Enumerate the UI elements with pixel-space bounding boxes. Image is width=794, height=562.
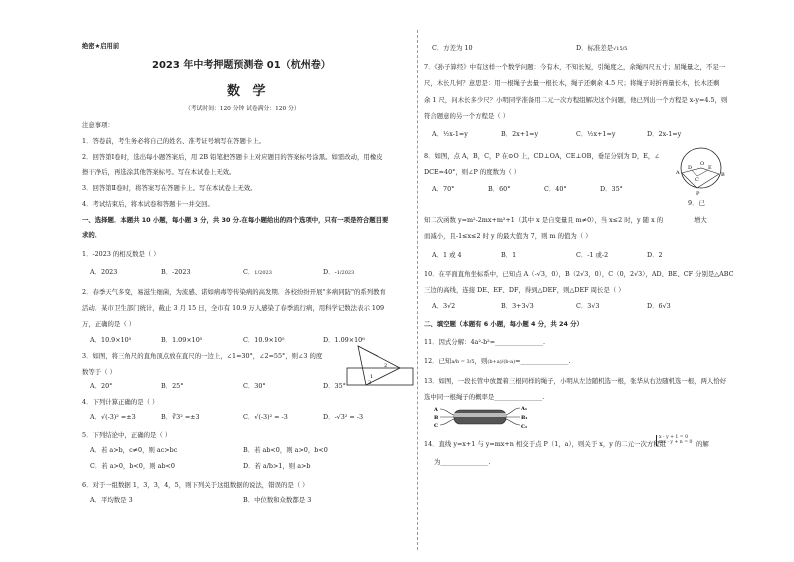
note-item: 3．回答第Ⅱ卷时，将答案写在答题卡上。写在本试卷上无效。: [82, 184, 257, 192]
point-label-d: D: [688, 165, 693, 171]
q8-line: DCE=40°，则∠P 的度数为（ ）: [424, 168, 521, 176]
q7-line: 符合题意的另一个方程是（ ）: [424, 112, 510, 120]
q1-option-c-fraction: 1/2023: [254, 270, 272, 276]
q12-text: [424, 357, 570, 365]
q7-option-d: D．2x-1=y: [647, 130, 682, 138]
q12-answer-blank: =_______________.: [515, 357, 571, 365]
q7-option-b: B．2x+1=y: [501, 130, 539, 138]
section1-heading: 一、选择题．本题共 10 小题，每小题 3 分，共 30 分.在每小题给出的四个选项中，只有一项是符合题目要: [82, 216, 389, 224]
q2-option-c: C．10.9×10⁵: [243, 336, 285, 344]
triangle-inner-edge: [358, 346, 378, 356]
q12-fraction-asked: (b+a)/(b-a): [487, 359, 516, 365]
q5-option-a: A．若 a>b，c≠0，则 ac>bc: [90, 446, 178, 454]
q5-option-c: C．若 a>0，b<0，则 ab<0: [90, 462, 175, 470]
rope-label-c: C: [434, 423, 438, 429]
q8-option-c: C．40°: [544, 185, 567, 193]
q12-label: 12．已知: [424, 357, 452, 365]
q7-line: 7．《孙子算经》中有这样一个数学问题：今有木，不知长短，引绳度之，余绳四尺五寸；屈绳量之，不足一: [424, 63, 726, 71]
q12-then: ，则: [474, 357, 488, 365]
q1-option-a: A．2023: [90, 268, 118, 276]
q10-line: 三边的高线，连接 DE、EF、DF，得到△DEF，则△DEF 周长是（ ）: [424, 286, 625, 294]
q6-option-d-label: D．标准差是: [576, 44, 614, 52]
point-label-e: E: [708, 165, 712, 171]
q9-line: 而减小，且-1≤x≤2 时 y 的最大值为 7，则 m 的值为（ ）: [424, 232, 592, 240]
q14-equation-system: [656, 435, 692, 446]
notes-heading: 注意事项：: [82, 121, 114, 129]
q6-stem: 6．对于一组数据 1，3，3，4，5，则下列关于这组数据的说法，错误的是（ ）: [82, 481, 309, 489]
q4-option-c: C．√(-3)² = -3: [243, 413, 288, 421]
angle-label-2: 2: [384, 363, 388, 369]
q8-option-a: A．70°: [432, 185, 455, 193]
rope-label-b1: B₁: [521, 415, 528, 421]
q6-option-c: C．方差为 10: [432, 44, 473, 52]
ruler-shape: [347, 368, 413, 385]
angle-label-1: 1: [370, 374, 374, 380]
q9-option-d: D．2: [647, 251, 663, 259]
angle-label-3: 3: [368, 380, 372, 386]
note-item: 1．答卷前，考生务必将自己的姓名、准考证号填写在答题卡上。: [82, 137, 266, 145]
note-item: 擦干净后，再选涂其他答案标号。写在本试卷上无效。: [82, 168, 236, 176]
point-label-a: A: [676, 170, 680, 176]
point-label-c: C: [695, 177, 699, 183]
note-item: 2．回答第Ⅰ卷时，选出每小题答案后，用 2B 铅笔把答题卡上对应题目的答案标号涂黑。如需改动，用橡皮: [82, 153, 383, 161]
q3-line: 数等于（ ）: [82, 368, 116, 376]
q3-ruler-triangle-figure: [344, 342, 414, 387]
section1-heading-cont: 求的．: [82, 231, 102, 239]
perpendiculars-cd-ce: [692, 170, 708, 176]
q2-line: 万，正确的是（ ）: [82, 320, 136, 328]
q11-text: 11．因式分解：4a²-b²=_______________.: [424, 338, 546, 346]
q10-line: 10．在平面直角坐标系中，已知点 A（-√3，0），B（2√3，0），C（0，2√3），AD、BE、CF 分别是△ABC: [424, 270, 734, 278]
q3-option-d: D．35°: [323, 382, 346, 390]
point-label-o: O: [700, 161, 705, 167]
left-rope-ends: [440, 409, 454, 425]
q3-option-b: B．25°: [161, 382, 184, 390]
q14-tail: 的解: [696, 440, 709, 448]
q14-equation-1: x - y + 1 = 0: [659, 435, 689, 440]
q3-option-c: C．30°: [243, 382, 266, 390]
q1-option-d-fraction: 1/2023: [336, 270, 355, 276]
q14-line: 14．直线 y=x+1 与 y=mx+n 相交于点 P（1，a），则关于 x，y 的二元一次方程组: [424, 440, 667, 448]
point-label-b: B: [721, 172, 725, 178]
q6-option-d: [576, 44, 628, 52]
q3-option-a: A．20°: [90, 382, 113, 390]
q8-circle-figure: [676, 143, 726, 198]
q13-tube-rope-figure: [434, 403, 529, 433]
q2-line: 2．春季天气多变，易滋生细菌，为流感、诺如病毒等传染病的高发期．各校纷纷开展"多病同防"的系列教育: [82, 288, 386, 296]
q5-option-b: B．若 ab<0，则 a>0，b<0: [243, 446, 328, 454]
q1-option-c: [243, 268, 272, 276]
q12-fraction-given: a/b = 3/5: [451, 359, 475, 365]
q7-line: 尺，木长几何？意思是：用一根绳子去量一根长木，绳子还剩余 4.5 尺；将绳子对折再量长木，长木还剩: [424, 79, 720, 87]
q8-option-b: B．60°: [488, 185, 511, 193]
q2-option-d: D．1.09×10⁶: [323, 336, 365, 344]
q14-equation-2: mx - y + n = 0: [659, 440, 693, 446]
q1-option-d-label: D．-: [323, 268, 337, 276]
q10-option-d: D．6√3: [647, 302, 671, 310]
chords-pa-pb: [682, 173, 719, 188]
note-item: 4．考试结束后，将本试卷和答题卡一并交回。: [82, 200, 214, 208]
q7-option-a: A．½x-1=y: [432, 130, 468, 138]
q9-option-a: A．1 或 4: [432, 251, 462, 259]
q6-option-d-value: √15/5: [613, 46, 628, 52]
subject-title: 数 学: [227, 84, 270, 99]
q2-option-b: B．1.09×10⁵: [161, 336, 203, 344]
q2-option-a: A．10.9×10⁵: [90, 336, 132, 344]
section2-heading: 二、填空题（本题有 6 小题，每小题 4 分，共 24 分）: [424, 320, 583, 328]
q6-option-b: B．中位数和众数都是 3: [243, 496, 312, 504]
left-column: [82, 0, 412, 562]
right-rope-ends: [506, 408, 520, 425]
q10-option-a: A．3√2: [432, 302, 456, 310]
exam-title: 2023 年中考押题预测卷 01（杭州卷）: [152, 60, 331, 71]
q9-number: 9．已: [688, 199, 705, 207]
q3-line: 3．如图，将三角尺的直角顶点放在直尺的一边上，∠1=30°，∠2=55°，则∠3 的度: [82, 352, 323, 360]
q7-option-c: C．½x+1=y: [576, 130, 616, 138]
q4-option-d: D．-√3² = -3: [323, 413, 364, 421]
q1-option-c-label: C．: [243, 268, 255, 276]
secret-mark: 绝密★启用前: [82, 43, 120, 50]
q7-line: 余 1 尺，问木长多少尺？小明同学准备用二元一次方程组解决这个问题，他已列出一个方程是 x-y=4.5，则: [424, 96, 728, 104]
q4-option-b: B．∛3² =±3: [161, 413, 200, 421]
time-info: （考试时间：120 分钟 试卷满分：120 分）: [185, 106, 300, 112]
q1-option-b: B．-2023: [161, 268, 191, 276]
rope-label-a1: A₁: [521, 406, 528, 412]
q2-line: 活动．某市卫生部门统计，截止 3 月 15 日，全市有 10.9 万人感染了春季流行病，用科学记数法表示 109: [82, 304, 385, 312]
q10-option-b: B．3+3√3: [501, 302, 534, 310]
q10-option-c: C．3√3: [576, 302, 600, 310]
q14-answer-line: 为_______________.: [434, 458, 491, 466]
q1-stem: 1．-2023 的相反数是（ ）: [82, 250, 160, 258]
q5-option-d: D．若 a/b>1，则 a>b: [243, 462, 311, 470]
q13-line: 选中同一根绳子的概率是_______________.: [424, 393, 545, 401]
rope-label-c1: C₁: [521, 424, 528, 430]
q9-option-c: C．-1 或-2: [576, 251, 609, 259]
q5-stem: 5．下列结论中，正确的是（ ）: [82, 431, 172, 439]
q1-option-d: [323, 268, 354, 276]
triangle-ruler-shape: [358, 346, 400, 385]
q4-stem: 4．下列计算正确的是（ ）: [82, 398, 159, 406]
q8-option-d: D．35°: [600, 185, 623, 193]
q9-option-b: B．1: [501, 251, 517, 259]
column-divider: [417, 30, 418, 550]
right-column: [424, 0, 734, 562]
tube-highlight: [454, 413, 506, 417]
q4-option-a: A．√(-3)² =±3: [90, 413, 136, 421]
point-label-p: P: [696, 191, 700, 197]
q6-option-a: A．平均数是 3: [90, 496, 133, 504]
q9-line-tail: 增大: [694, 216, 707, 224]
q13-line: 13．如图，一段长管中放置着三根同样的绳子，小明从左边随机选一根，张华从右边随机选一根，两人恰好: [424, 377, 727, 385]
rope-label-b: B: [434, 415, 439, 421]
q8-line: 8．如图，点 A，B，C，P 在⊙O 上，CD⊥OA，CE⊥OB，垂足分别为 D，E，∠: [424, 152, 660, 160]
q9-line: 知二次函数 y=m²-2mx+m²+1（其中 x 是自变量且 m≠0），当 x≤2 时，y 随 x 的: [424, 216, 664, 224]
rope-label-a: A: [434, 407, 438, 413]
